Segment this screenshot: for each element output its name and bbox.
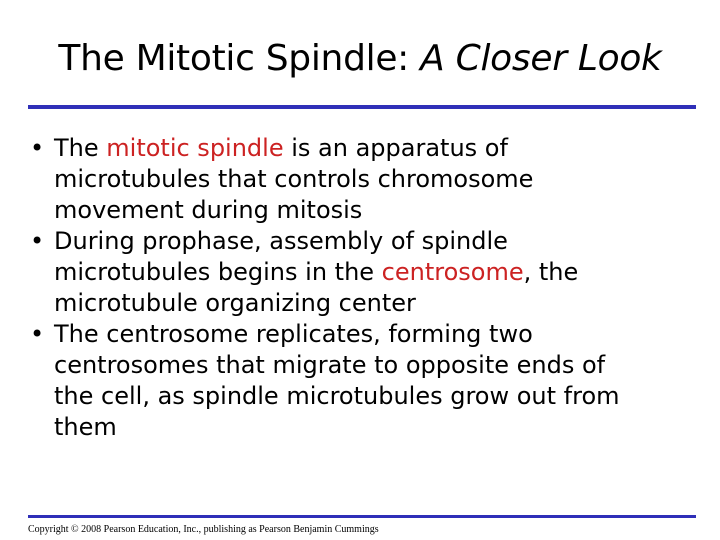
bullet-line: microtubule organizing center bbox=[54, 289, 416, 317]
bullet-line: The centrosome replicates, forming two bbox=[54, 320, 533, 348]
bullet-line bbox=[54, 257, 578, 288]
title-regular: The Mitotic Spindle: bbox=[58, 38, 409, 79]
bullet-item-centrosome-replication bbox=[0, 319, 720, 443]
title-divider bbox=[28, 105, 696, 109]
bullet-line: movement during mitosis bbox=[54, 196, 363, 224]
bullet-line: centrosomes that migrate to opposite ends of bbox=[54, 351, 606, 379]
bullet-line: the cell, as spindle microtubules grow out from bbox=[54, 382, 620, 410]
key-term-mitotic-spindle: mitotic spindle bbox=[106, 134, 284, 162]
text-run: is an apparatus of bbox=[283, 134, 508, 162]
bullet-text bbox=[54, 226, 578, 319]
bullet-list bbox=[0, 133, 720, 443]
bullet-line bbox=[54, 133, 533, 164]
text-run: , the bbox=[523, 258, 579, 286]
footer-divider bbox=[28, 515, 696, 518]
bullet-dot: • bbox=[30, 227, 45, 255]
slide-title bbox=[0, 34, 720, 84]
title-italic: A Closer Look bbox=[420, 38, 662, 79]
key-term-centrosome: centrosome bbox=[381, 258, 524, 286]
bullet-dot: • bbox=[30, 320, 45, 348]
bullet-line: microtubules that controls chromosome bbox=[54, 165, 534, 193]
bullet-item-mitotic-spindle bbox=[0, 133, 720, 226]
bullet-dot: • bbox=[30, 134, 45, 162]
text-run: microtubules begins in the bbox=[54, 258, 382, 286]
bullet-line: During prophase, assembly of spindle bbox=[54, 227, 508, 255]
bullet-text bbox=[54, 133, 533, 226]
copyright-notice: Copyright © 2008 Pearson Education, Inc., publishing as Pearson Benjamin Cummings bbox=[28, 524, 379, 535]
bullet-line: them bbox=[54, 413, 117, 441]
bullet-item-prophase bbox=[0, 226, 720, 319]
bullet-text bbox=[54, 319, 620, 443]
text-run: The bbox=[54, 134, 107, 162]
